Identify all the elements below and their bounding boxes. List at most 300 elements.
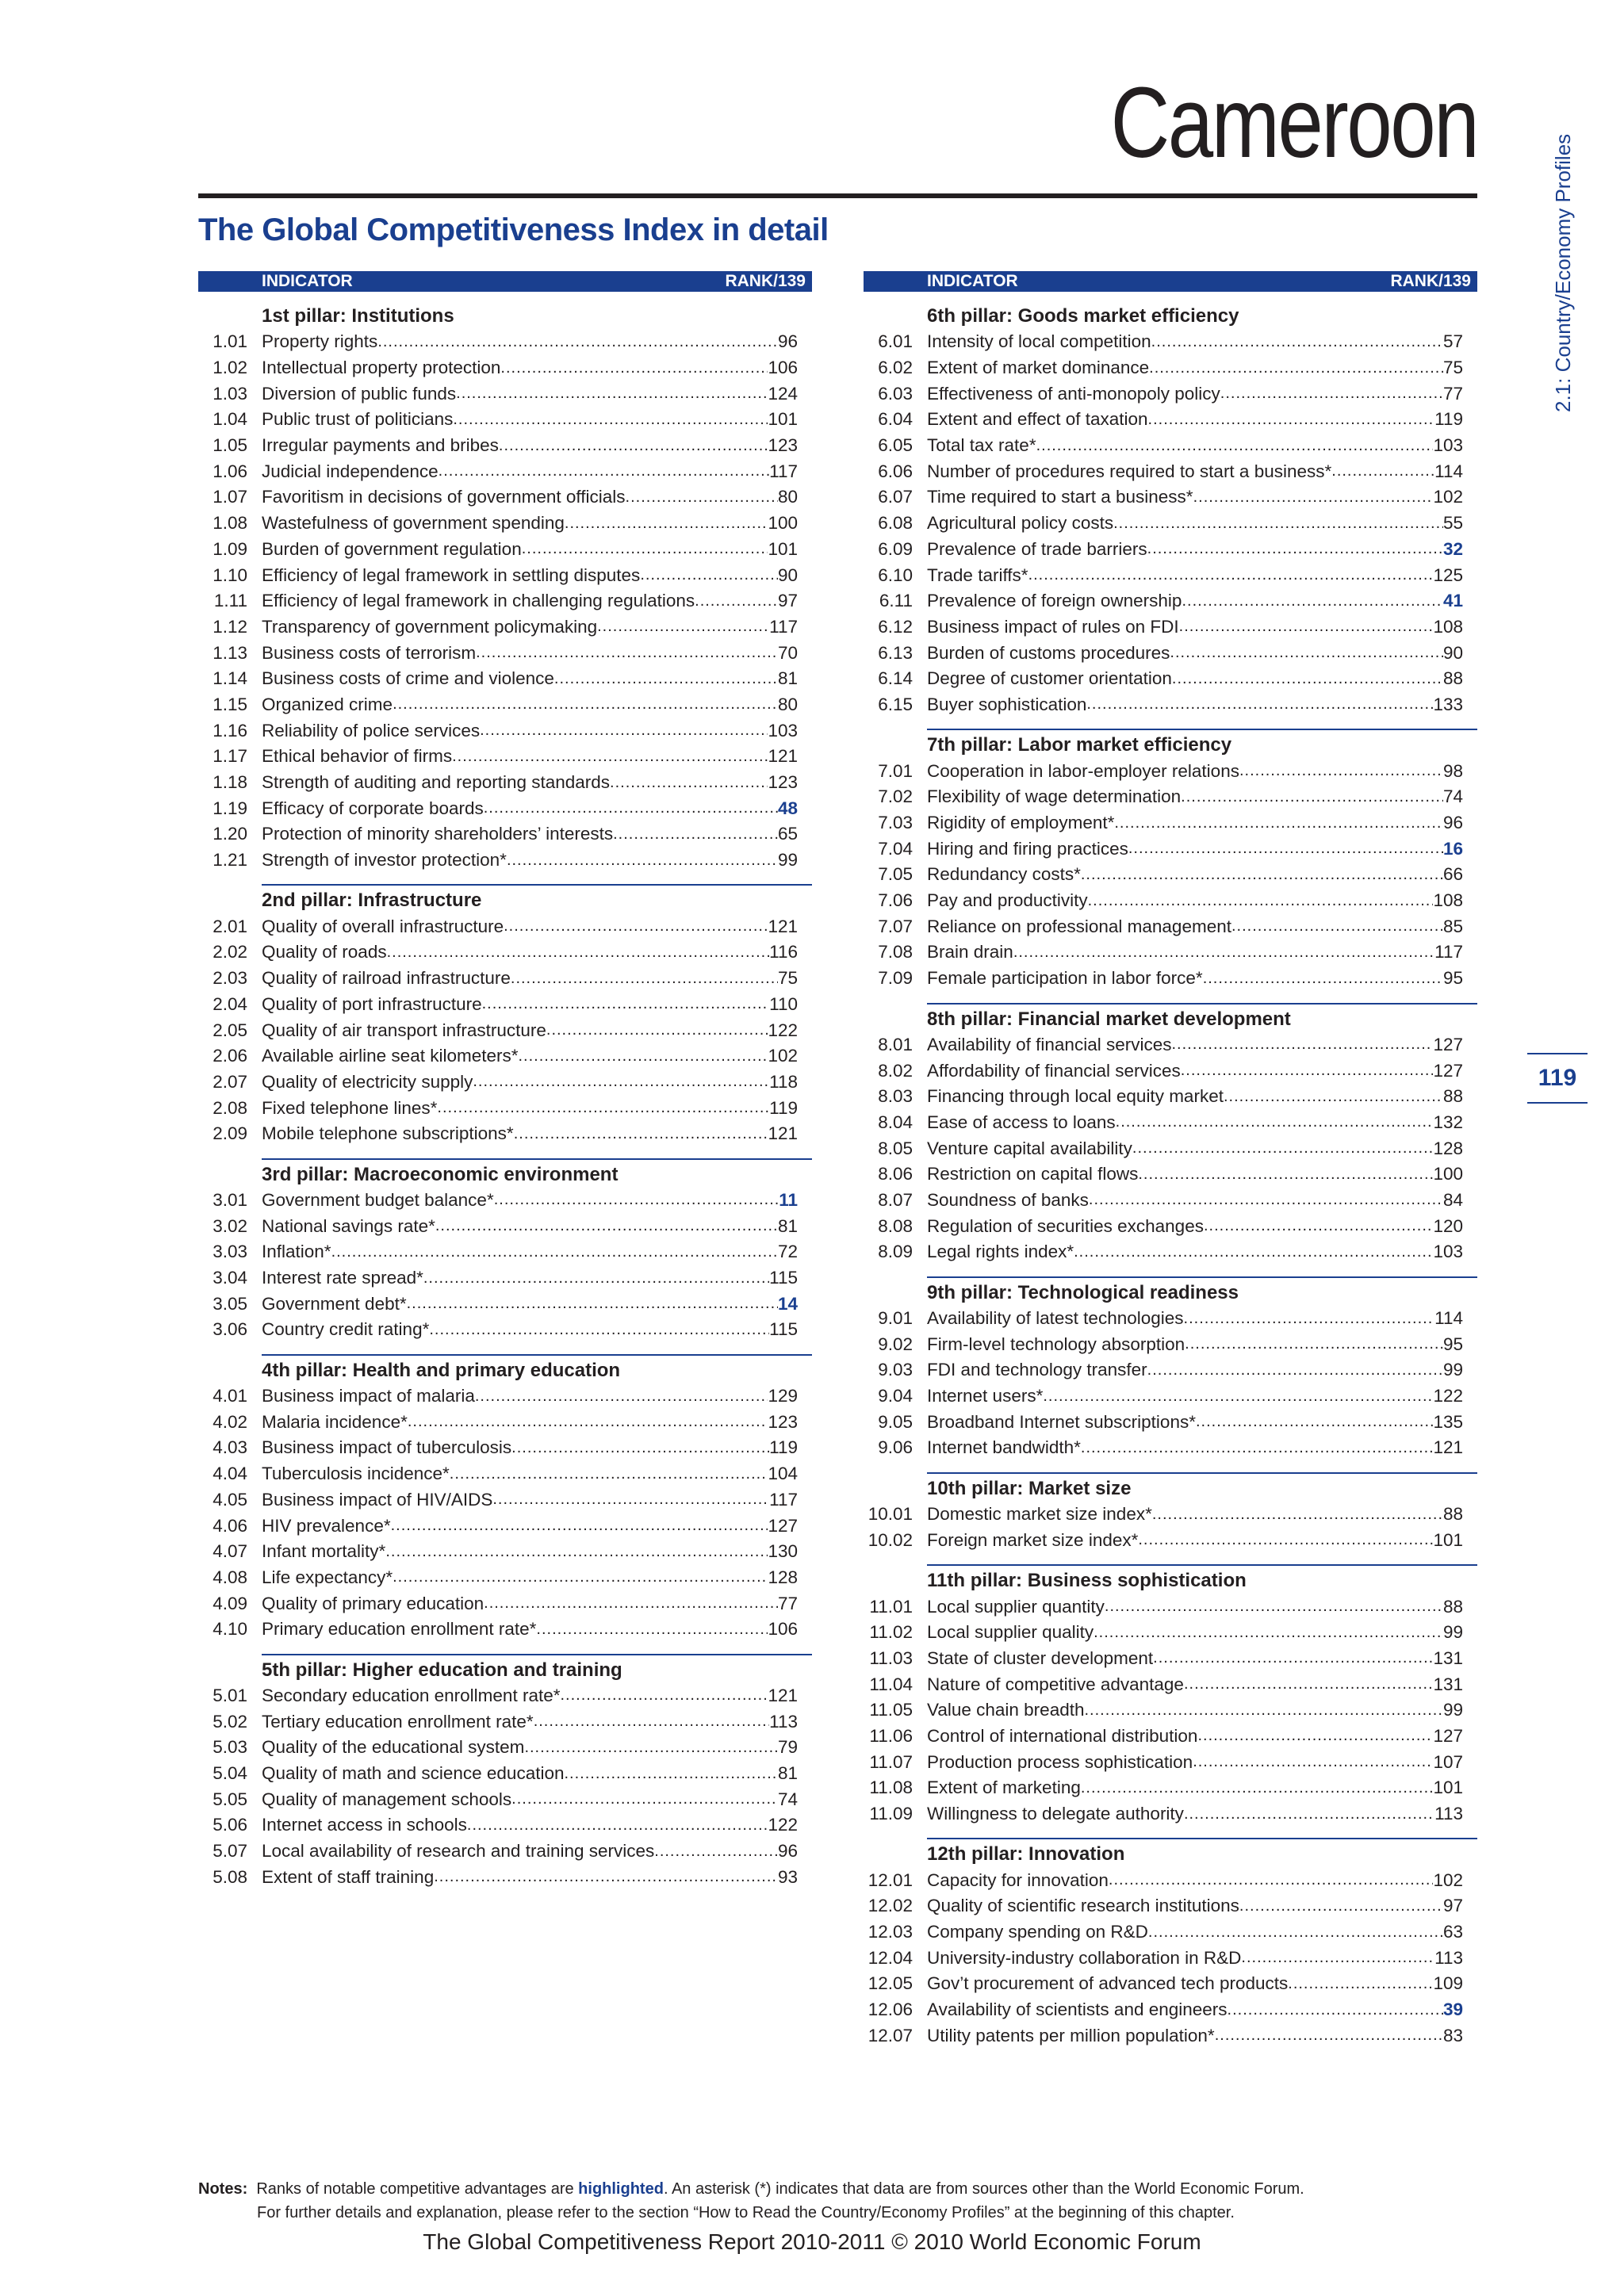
indicator-row: [198, 458, 812, 484]
rank-value-highlighted: 14: [777, 1293, 798, 1314]
indicator-name: Availability of financial services: [927, 1034, 1172, 1054]
indicator-name: Reliance on professional management: [927, 916, 1231, 936]
rank-value: 80: [777, 694, 798, 714]
rank-value: 88: [1442, 1086, 1463, 1107]
dot-leader: [1220, 385, 1443, 403]
indicator-row: [198, 1265, 812, 1292]
rank-value: 101: [1433, 1777, 1463, 1798]
indicator-code: 1.17: [213, 746, 247, 767]
indicator-header: INDICATOR: [262, 272, 353, 290]
rank-value: 117: [1434, 942, 1463, 962]
rank-value: 55: [1442, 513, 1463, 534]
rank-value: 121: [768, 916, 798, 936]
pillar-title: 3rd pillar: Macroeconomic environment: [262, 1163, 619, 1185]
rank-value: 108: [1433, 616, 1463, 637]
indicator-row: [864, 1801, 1477, 1827]
indicator-row: [864, 1697, 1477, 1724]
rank-value: 96: [777, 331, 798, 352]
indicator-name: Quality of math and science education: [262, 1763, 565, 1784]
indicator-code: 8.08: [878, 1215, 913, 1236]
indicator-code: 9.03: [878, 1360, 913, 1380]
dot-leader: [476, 644, 778, 662]
indicator-code: 1.18: [213, 772, 247, 793]
dot-leader: [1138, 1165, 1433, 1184]
indicator-row: [198, 992, 812, 1018]
rank-value: 124: [768, 383, 798, 404]
indicator-row: [864, 1161, 1477, 1188]
dot-leader: [1113, 515, 1443, 533]
indicator-code: 8.05: [878, 1138, 913, 1158]
indicator-row: [198, 795, 812, 821]
indicator-code: 7.03: [878, 813, 913, 833]
indicator-name: Transparency of government policymaking: [262, 616, 598, 637]
indicator-row: [198, 1095, 812, 1121]
rank-value: 114: [1434, 461, 1463, 481]
indicator-code: 9.02: [878, 1334, 913, 1354]
indicator-row: [864, 1135, 1477, 1161]
right-column: [864, 271, 1477, 2049]
indicator-code: 4.04: [213, 1464, 247, 1484]
indicator-row: [864, 1724, 1477, 1750]
rank-value: 121: [768, 746, 798, 767]
indicator-code: 2.03: [213, 968, 247, 989]
indicator-name: National savings rate*: [262, 1215, 435, 1236]
indicator-row: [864, 1893, 1477, 1919]
rank-value: 81: [777, 1763, 798, 1784]
dot-leader: [1028, 566, 1434, 584]
dot-leader: [560, 1686, 768, 1705]
indicator-code: 1.13: [213, 642, 247, 663]
indicator-code: 7.04: [878, 838, 913, 859]
rank-value: 121: [768, 1123, 798, 1144]
indicator-name: Degree of customer orientation: [927, 668, 1172, 689]
dot-leader: [1185, 1335, 1443, 1353]
indicator-name: Government budget balance*: [262, 1189, 494, 1210]
indicator-code: 6.02: [878, 358, 913, 378]
pillar-section: [213, 1654, 812, 1891]
rank-value: 108: [1433, 890, 1463, 911]
dot-leader: [1231, 917, 1443, 936]
indicator-name: Ease of access to loans: [927, 1112, 1116, 1132]
indicator-name: Regulation of securities exchanges: [927, 1215, 1204, 1236]
rank-value: 119: [769, 1097, 798, 1118]
indicator-row: [198, 1565, 812, 1591]
pillar-title: 7th pillar: Labor market efficiency: [927, 734, 1232, 756]
pillar-title: 11th pillar: Business sophistication: [927, 1570, 1247, 1592]
dot-leader: [1193, 1753, 1433, 1771]
indicator-code: 1.02: [213, 358, 247, 378]
indicator-name: Government debt*: [262, 1293, 407, 1314]
pillar-title: 1st pillar: Institutions: [262, 305, 454, 327]
dot-leader: [480, 721, 768, 740]
indicator-code: 2.09: [213, 1123, 247, 1144]
indicator-row: [864, 810, 1477, 836]
dot-leader: [450, 1465, 768, 1483]
indicator-code: 6.03: [878, 383, 913, 404]
indicator-name: Strength of investor protection*: [262, 850, 507, 871]
rank-value: 80: [777, 487, 798, 507]
indicator-row: [198, 1017, 812, 1043]
dot-leader: [1089, 1191, 1443, 1209]
dot-leader: [1181, 788, 1443, 806]
dot-leader: [453, 411, 768, 429]
rank-value: 84: [1442, 1189, 1463, 1210]
indicator-row: [864, 1997, 1477, 2023]
indicator-row: [864, 1971, 1477, 1997]
dot-leader: [482, 995, 770, 1013]
indicator-row: [864, 1383, 1477, 1410]
indicator-row: [864, 784, 1477, 810]
rank-value: 122: [768, 1815, 798, 1835]
indicator-row: [198, 1409, 812, 1435]
rank-value: 130: [768, 1541, 798, 1562]
indicator-name: Strength of auditing and reporting standards: [262, 772, 611, 793]
indicator-row: [198, 1317, 812, 1343]
indicator-code: 7.06: [878, 890, 913, 911]
indicator-name: Tuberculosis incidence*: [262, 1464, 450, 1484]
dot-leader: [456, 385, 768, 403]
indicator-name: Soundness of banks: [927, 1189, 1089, 1210]
indicator-row: [198, 1590, 812, 1617]
indicator-name: Intensity of local competition: [927, 331, 1151, 352]
indicator-name: Number of procedures required to start a business*: [927, 461, 1332, 481]
indicator-row: [864, 407, 1477, 433]
dot-leader: [610, 774, 768, 792]
indicator-row: [864, 355, 1477, 381]
dot-leader: [1153, 1649, 1433, 1667]
indicator-name: Company spending on R&D: [927, 1922, 1148, 1942]
indicator-name: Secondary education enrollment rate*: [262, 1685, 561, 1705]
dot-leader: [1239, 762, 1443, 780]
indicator-code: 8.06: [878, 1164, 913, 1184]
indicator-row: [198, 666, 812, 692]
pillar-title: 6th pillar: Goods market efficiency: [927, 305, 1239, 327]
indicator-name: Wastefulness of government spending: [262, 513, 565, 534]
rank-value: 81: [777, 1215, 798, 1236]
indicator-code: 11.09: [869, 1804, 913, 1824]
indicator-row: [198, 1683, 812, 1709]
rank-value: 127: [1433, 1725, 1463, 1746]
rank-value: 99: [1442, 1360, 1463, 1380]
indicator-row: [864, 1213, 1477, 1239]
rank-value: 127: [768, 1515, 798, 1536]
dot-leader: [1081, 1779, 1434, 1797]
indicator-name: Quality of port infrastructure: [262, 993, 482, 1014]
dot-leader: [1109, 1871, 1434, 1889]
indicator-code: 2.01: [213, 916, 247, 936]
indicator-code: 1.08: [213, 513, 247, 534]
rank-value: 131: [1433, 1647, 1463, 1668]
dot-leader: [1184, 1310, 1435, 1328]
indicator-row: [864, 484, 1477, 511]
rank-value: 128: [1433, 1138, 1463, 1158]
indicator-row: [864, 458, 1477, 484]
indicator-name: Internet access in schools: [262, 1815, 467, 1835]
indicator-row: [198, 511, 812, 537]
indicator-name: Redundancy costs*: [927, 864, 1081, 885]
indicator-code: 5.05: [213, 1789, 247, 1809]
rank-value-highlighted: 41: [1442, 591, 1463, 611]
indicator-row: [198, 692, 812, 718]
indicator-row: [864, 588, 1477, 614]
indicator-code: 5.01: [213, 1685, 247, 1705]
pillar-section: [868, 1472, 1477, 1553]
rank-value: 129: [768, 1386, 798, 1406]
dot-leader: [393, 695, 778, 714]
indicator-code: 7.05: [878, 864, 913, 885]
dot-leader: [439, 462, 769, 480]
rank-value: 66: [1442, 864, 1463, 885]
rank-value: 101: [1433, 1529, 1463, 1550]
indicator-name: Pay and productivity: [927, 890, 1088, 911]
rank-value: 88: [1442, 668, 1463, 689]
rank-value: 113: [769, 1711, 798, 1732]
rank-value: 99: [777, 850, 798, 871]
indicator-code: 5.03: [213, 1737, 247, 1758]
indicator-name: Business costs of terrorism: [262, 642, 477, 663]
dot-leader: [1094, 1624, 1443, 1642]
dot-leader: [1288, 1975, 1433, 1993]
rank-value: 100: [1433, 1164, 1463, 1184]
pillar-section: [868, 1838, 1477, 2049]
indicator-row: [198, 1070, 812, 1096]
dot-leader: [1203, 970, 1443, 988]
indicator-name: Restriction on capital flows: [927, 1164, 1139, 1184]
rank-value: 101: [768, 538, 798, 559]
indicator-code: 4.06: [213, 1515, 247, 1536]
indicator-code: 6.07: [878, 487, 913, 507]
indicator-code: 2.06: [213, 1046, 247, 1066]
indicator-row: [198, 848, 812, 874]
indicator-code: 1.21: [213, 850, 247, 871]
indicator-code: 6.09: [878, 538, 913, 559]
indicator-name: Life expectancy*: [262, 1567, 393, 1587]
rank-value: 133: [1433, 694, 1463, 714]
indicator-row: [864, 1646, 1477, 1672]
indicator-row: [864, 1620, 1477, 1646]
pillar-title: 5th pillar: Higher education and training: [262, 1659, 622, 1681]
indicator-row: [198, 744, 812, 770]
notes-text: Ranks of notable competitive advantages are: [256, 2180, 579, 2198]
indicator-name: Quality of scientific research institutions: [927, 1896, 1239, 1916]
rank-value-highlighted: 39: [1442, 1999, 1463, 2020]
indicator-code: 1.16: [213, 720, 247, 740]
pillar-section: [878, 1003, 1477, 1265]
rank-value: 103: [1433, 1242, 1463, 1262]
dot-leader: [564, 1765, 777, 1783]
notes-label: Notes:: [198, 2180, 248, 2198]
indicator-code: 1.20: [213, 824, 247, 844]
indicator-row: [864, 1502, 1477, 1528]
rank-value: 75: [777, 968, 798, 989]
indicator-code: 4.07: [213, 1541, 247, 1562]
dot-leader: [1149, 359, 1443, 377]
pillar-title: 2nd pillar: Infrastructure: [262, 890, 482, 912]
indicator-name: Prevalence of foreign ownership: [927, 591, 1182, 611]
indicator-code: 6.12: [878, 616, 913, 637]
indicator-row: [864, 758, 1477, 784]
indicator-name: Buyer sophistication: [927, 694, 1087, 714]
indicator-row: [198, 821, 812, 848]
dot-leader: [640, 566, 778, 584]
indicator-row: [864, 1775, 1477, 1801]
indicator-code: 7.07: [878, 916, 913, 936]
indicator-row: [198, 913, 812, 939]
indicator-code: 1.03: [213, 383, 247, 404]
indicator-code: 6.10: [878, 564, 913, 585]
rank-value: 114: [1434, 1308, 1463, 1329]
rank-value: 72: [777, 1242, 798, 1262]
indicator-code: 1.11: [213, 591, 247, 611]
rank-value: 119: [1434, 409, 1463, 430]
dot-leader: [1184, 1805, 1434, 1823]
rank-value: 97: [777, 591, 798, 611]
indicator-row: [864, 640, 1477, 666]
indicator-code: 3.01: [213, 1189, 247, 1210]
dot-leader: [554, 670, 778, 688]
title-rule: [198, 193, 1477, 198]
indicator-name: Business impact of rules on FDI: [927, 616, 1179, 637]
dot-leader: [1241, 1949, 1434, 1967]
dot-leader: [484, 1594, 778, 1613]
dot-leader: [492, 1490, 769, 1509]
indicator-name: Prevalence of trade barriers: [927, 538, 1147, 559]
rank-value: 90: [1442, 642, 1463, 663]
rank-value: 74: [1442, 786, 1463, 807]
dot-leader: [1151, 333, 1443, 351]
indicator-name: Willingness to delegate authority: [927, 1804, 1184, 1824]
indicator-code: 9.04: [878, 1386, 913, 1406]
indicator-code: 4.10: [213, 1619, 247, 1640]
dot-leader: [654, 1843, 778, 1861]
dot-leader: [1182, 592, 1443, 610]
rank-value: 115: [769, 1319, 798, 1340]
rank-value: 116: [769, 942, 798, 962]
indicator-row: [198, 1291, 812, 1317]
indicator-code: 8.03: [878, 1086, 913, 1107]
indicator-code: 9.06: [878, 1437, 913, 1458]
indicator-code: 12.05: [868, 1973, 913, 1994]
indicator-row: [198, 966, 812, 992]
indicator-name: University-industry collaboration in R&D: [927, 1947, 1242, 1968]
rank-value: 65: [777, 824, 798, 844]
notes-line-2: For further details and explanation, please refer to the section “How to Read the Country/Economy Profiles” at the beginning of this chapter.: [257, 2204, 1235, 2221]
dot-leader: [484, 799, 778, 817]
rank-value: 88: [1442, 1504, 1463, 1525]
indicator-code: 1.04: [213, 409, 247, 430]
dot-leader: [1147, 1361, 1443, 1380]
rank-value: 127: [1433, 1060, 1463, 1081]
indicator-code: 2.05: [213, 1020, 247, 1040]
rank-value: 102: [768, 1046, 798, 1066]
indicator-row: [198, 433, 812, 459]
indicator-code: 12.06: [868, 1999, 913, 2020]
indicator-code: 3.06: [213, 1319, 247, 1340]
notes-line-1: [198, 2177, 1483, 2201]
indicator-code: 11.03: [869, 1647, 913, 1668]
indicator-code: 6.08: [878, 513, 913, 534]
indicator-code: 1.01: [213, 331, 247, 352]
indicator-name: Quality of railroad infrastructure: [262, 968, 511, 989]
indicator-code: 4.05: [213, 1489, 247, 1510]
rank-value: 98: [1442, 760, 1463, 781]
rank-value: 120: [1433, 1215, 1463, 1236]
indicator-code: 3.04: [213, 1268, 247, 1288]
indicator-name: Intellectual property protection: [262, 358, 501, 378]
pillar-section: [878, 729, 1477, 991]
dot-leader: [1196, 1413, 1433, 1431]
rank-header: RANK/139: [725, 272, 806, 290]
dot-leader: [467, 1816, 768, 1835]
indicator-name: Judicial independence: [262, 461, 439, 481]
dot-leader: [1081, 866, 1443, 884]
rank-value: 95: [1442, 968, 1463, 989]
dot-leader: [1116, 1113, 1434, 1131]
indicator-name: Affordability of financial services: [927, 1060, 1181, 1081]
indicator-name: Foreign market size index*: [927, 1529, 1139, 1550]
indicator-row: [864, 666, 1477, 692]
dot-leader: [435, 1217, 778, 1235]
rank-value: 122: [768, 1020, 798, 1040]
section-title: The Global Competitiveness Index in detail: [198, 212, 829, 247]
indicator-name: Capacity for innovation: [927, 1869, 1109, 1890]
dot-leader: [1224, 1088, 1443, 1106]
indicator-row: [864, 862, 1477, 888]
rank-value: 127: [1433, 1034, 1463, 1054]
dot-leader: [1081, 1439, 1434, 1457]
indicator-row: [864, 1110, 1477, 1136]
indicator-code: 1.06: [213, 461, 247, 481]
indicator-name: Extent of market dominance: [927, 358, 1150, 378]
rank-value: 121: [1433, 1437, 1463, 1458]
indicator-row: [864, 1239, 1477, 1265]
dot-leader: [1239, 1897, 1443, 1915]
dot-leader: [534, 1712, 769, 1731]
indicator-name: Ethical behavior of firms: [262, 746, 453, 767]
indicator-row: [198, 1461, 812, 1487]
dot-leader: [1132, 1139, 1434, 1158]
indicator-row: [198, 718, 812, 744]
indicator-row: [864, 1331, 1477, 1357]
indicator-row: [864, 537, 1477, 563]
indicator-name: Extent and effect of taxation: [927, 409, 1148, 430]
indicator-row: [864, 614, 1477, 641]
dot-leader: [1013, 943, 1434, 962]
pillar-section: [864, 303, 1477, 718]
indicator-name: Value chain breadth: [927, 1700, 1085, 1720]
indicator-row: [864, 1188, 1477, 1214]
highlight-word: highlighted: [578, 2180, 664, 2198]
dot-leader: [408, 1413, 768, 1431]
dot-leader: [1148, 411, 1435, 429]
indicator-code: 4.09: [213, 1593, 247, 1613]
indicator-row: [864, 1409, 1477, 1435]
indicator-name: Quality of overall infrastructure: [262, 916, 504, 936]
dot-leader: [524, 1739, 778, 1757]
indicator-code: 7.02: [878, 786, 913, 807]
indicator-code: 7.01: [878, 760, 913, 781]
indicator-row: [864, 1032, 1477, 1058]
indicator-name: Extent of marketing: [927, 1777, 1081, 1798]
indicator-code: 10.02: [868, 1529, 913, 1550]
indicator-code: 11.06: [869, 1725, 913, 1746]
dot-leader: [511, 1790, 778, 1808]
pillar-section: [213, 1354, 812, 1643]
rank-value: 70: [777, 642, 798, 663]
indicator-code: 9.05: [878, 1411, 913, 1432]
indicator-name: Infant mortality*: [262, 1541, 386, 1562]
rank-value: 79: [777, 1737, 798, 1758]
